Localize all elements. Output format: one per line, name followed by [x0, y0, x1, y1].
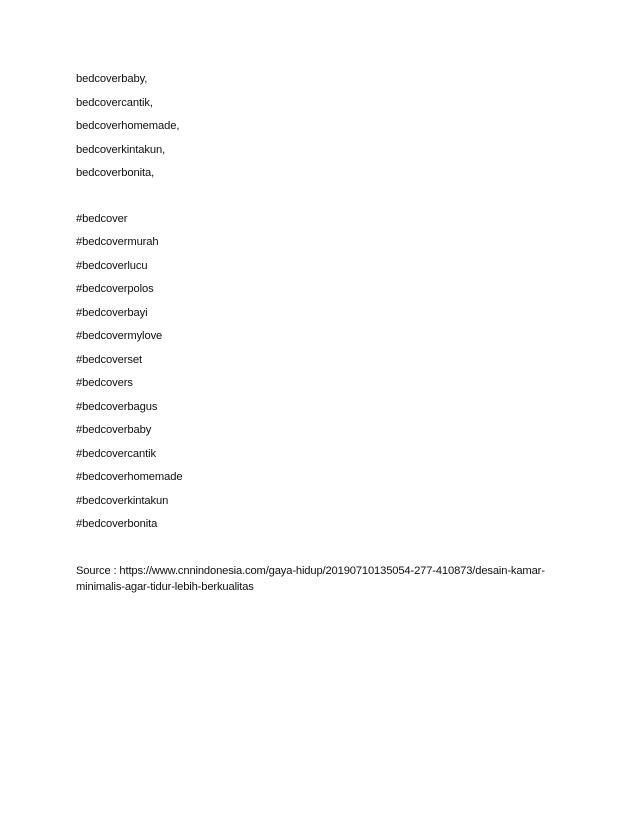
hashtag-item: #bedcoverbagus	[76, 400, 158, 413]
list-item: bedcoverkintakun,	[76, 143, 166, 156]
source-citation	[76, 563, 556, 595]
list-item: bedcoverhomemade,	[76, 120, 180, 132]
hashtag-item: #bedcovers	[76, 377, 133, 389]
spacer	[76, 190, 556, 212]
hashtag-item: #bedcoverbonita	[76, 518, 158, 530]
hashtag-item: #bedcoverkintakun	[76, 494, 169, 507]
hashtag-item: #bedcover	[76, 212, 128, 225]
hashtag-list	[76, 212, 556, 541]
spacer	[76, 541, 556, 563]
hashtag-item: #bedcoverbaby	[76, 424, 152, 436]
list-item: bedcoverbaby,	[76, 73, 148, 85]
list-item: bedcoverbonita,	[76, 167, 155, 179]
source-line: minimalis-agar-tidur-lebih-berkualitas	[76, 580, 254, 593]
hashtag-item: #bedcoverpolos	[76, 283, 154, 295]
hashtag-item: #bedcovermurah	[76, 236, 159, 248]
hashtag-item: #bedcoverbayi	[76, 306, 148, 319]
hashtag-item: #bedcovercantik	[76, 447, 156, 460]
source-line: Source : https://www.cnnindonesia.com/gaya-hidup/20190710135054-277-410873/desain-kamar-	[76, 564, 545, 577]
hashtag-item: #bedcovermylove	[76, 330, 163, 342]
hashtag-item: #bedcoverset	[76, 353, 142, 366]
list-item: bedcovercantik,	[76, 96, 153, 109]
hashtag-item: #bedcoverlucu	[76, 259, 148, 272]
first-list	[76, 72, 556, 190]
hashtag-item: #bedcoverhomemade	[76, 471, 183, 483]
document-content	[76, 72, 556, 595]
